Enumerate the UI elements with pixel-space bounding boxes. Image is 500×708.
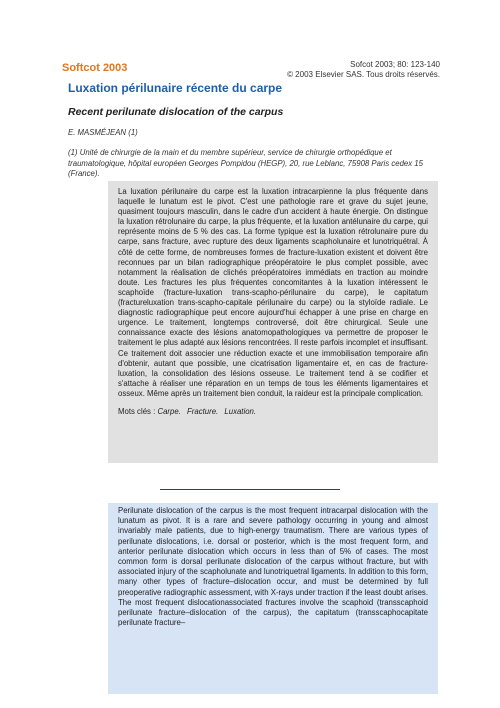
abstract-english-text: Perilunate dislocation of the carpus is the most frequent intracarpal dislocation with the lunatum as pivot. It is a rare and severe pathology occurring in young and almost invariably male patients, due to high-energy traumatism. There are various types of perilunate dislocations, i.e. dorsal or posterior, which is the most frequent form, and anterior perilunate dislocation which occurs in less than of 5% of cases. The most common form is dorsal perilunate dislocation of the carpus without fracture, but with associated injury of the scapholunate and lunotriquetral ligaments. In addition to this form, many other types of fracture–dislocation occur, and must be determined by full preoperative radiographic assessment, with X-rays under traction if the least doubt arises. The most frequent dislocationassociated fractures involve the scaphoid (transscaphoid perilunate fracture–dislocation of the carpus), the capitatum (transscaphocapitate perilunate fracture–: [118, 506, 428, 628]
article-title: Luxation périlunaire récente du carpe: [68, 81, 283, 95]
journal-name: Softcot 2003: [62, 62, 128, 74]
citation: [287, 60, 440, 80]
abstract-french: [108, 181, 438, 463]
keyword: Carpe.: [157, 406, 181, 416]
section-divider: [160, 489, 340, 490]
keyword: Luxation.: [224, 406, 257, 416]
citation-line-2: © 2003 Elsevier SAS. Tous droits réservés.: [287, 70, 440, 79]
keywords-label: Mots clés :: [118, 406, 156, 416]
citation-line-1: Sofcot 2003; 80: 123-140: [350, 60, 440, 69]
author: E. MASMÉJEAN (1): [68, 128, 138, 137]
article-title-english: Recent perilunate dislocation of the carpus: [68, 106, 284, 118]
abstract-french-text: La luxation périlunaire du carpe est la luxation intracarpienne la plus fréquente dans laquelle le lunatum est le pivot. C'est une pathologie rare et grave du sujet jeune, quasiment toujours masculin, dans le cadre d'un accident à haute énergie. On distingue la luxation rétrolunaire du carpe, la plus fréquente, et la luxation antélunaire du carpe, qui représente moins de 5 % des cas. La forme typique est la luxation rétrolunaire pure du carpe, sans fracture, avec rupture des deux ligaments scapholunaire et lunotriquétral. À côté de cette forme, de nombreuses formes de fracture-luxation existent et doivent être reconnues par un bilan radiographique préopératoire le plus complet possible, avec notamment la réalisation de clichés préopératoires immédiats en traction au moindre doute. Les fractures les plus fréquentes concomitantes à la luxation intéressent le scaphoïde (fracture-luxation trans-scapho-périlunaire du carpe), le capitatum (fractureluxation trans-scapho-capitale périlunaire du carpe) ou la styloïde radiale. Le diagnostic radiographique peut encore aujourd'hui échapper à une prise en charge en urgence. Le traitement, longtemps controversé, doit être chirurgical. Seule une connaissance exacte des lésions anatomopathologiques va permettre de proposer le traitement le plus adapté aux lésions rencontrées. Il reste parfois incomplet et insuffisant. Ce traitement doit associer une réduction exacte et une immobilisation temporaire afin d'obtenir, autant que possible, une cicatrisation ligamentaire et, en cas de fracture-luxation, la consolidation des lésions osseuse. Le traitement tend à se codifier et s'attache à réaliser une réparation en un temps de tous les éléments ligamentaires et osseux. Même après un traitement bien conduit, la raideur est la principale complication.: [118, 187, 428, 398]
keywords: [118, 407, 428, 417]
affiliation: (1) Unité de chirurgie de la main et du membre supérieur, service de chirurgie orthopédique et traumatologique, hôpital européen Georges Pompidou (HEGP), 20, rue Leblanc, 75908 Paris cedex 15 (France).: [68, 148, 423, 178]
keyword: Fracture.: [187, 406, 219, 416]
abstract-english: [108, 503, 438, 694]
